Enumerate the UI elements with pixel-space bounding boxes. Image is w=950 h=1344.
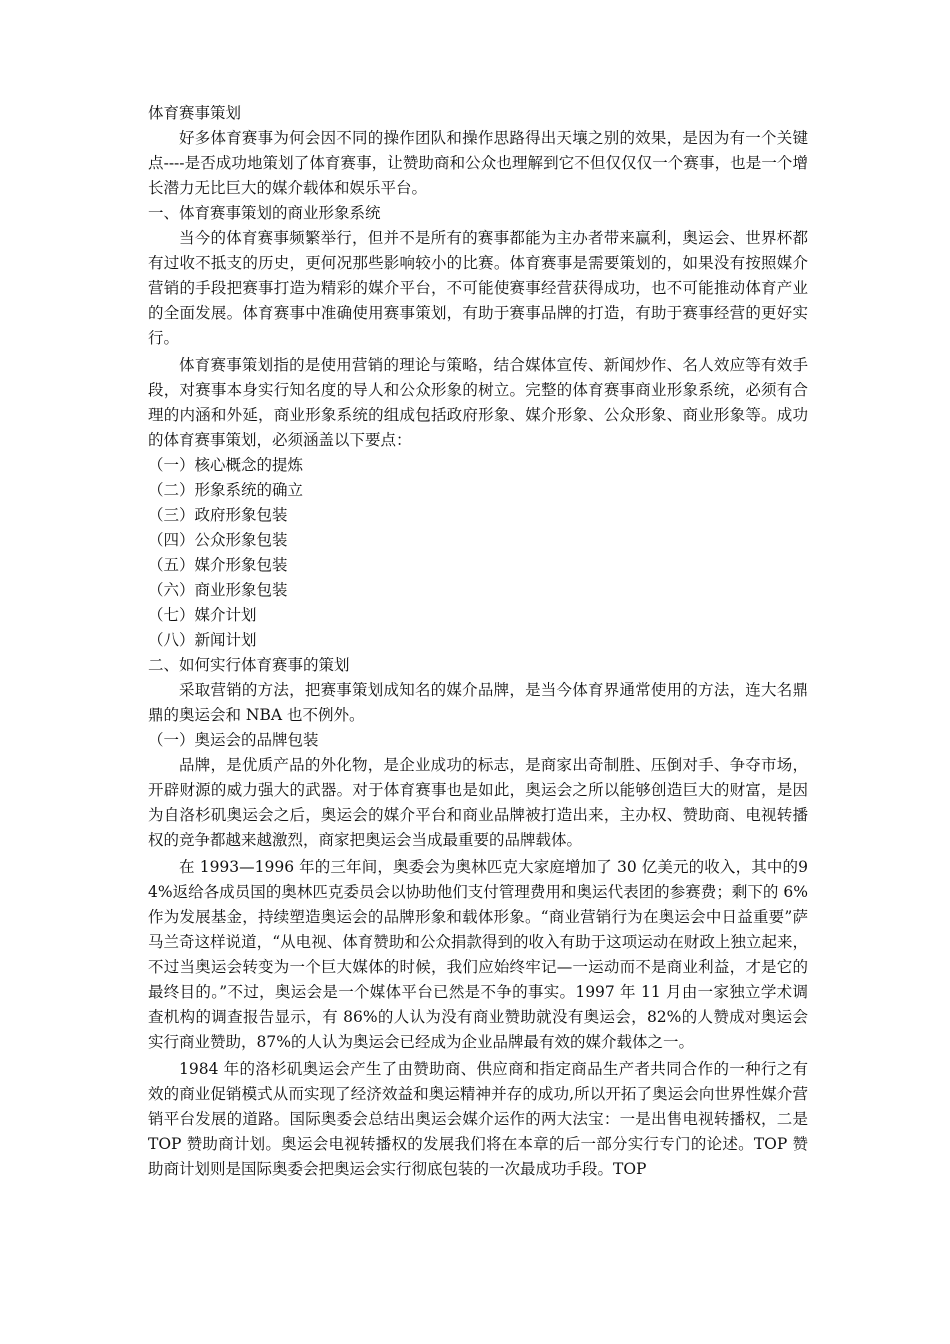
list-item: （五）媒介形象包装 bbox=[148, 556, 288, 574]
list-item: （四）公众形象包装 bbox=[148, 531, 288, 549]
list-item: （六）商业形象包装 bbox=[148, 581, 288, 599]
subsection-1-paragraph-1: 品牌，是优质产品的外化物，是企业成功的标志，是商家出奇制胜、压倒对手、争夺市场，开辟财源的威力强大的武器。对于体育赛事也是如此，奥运会之所以能够创造巨大的财富，是因为自洛杉矶奥运会之后，奥运会的媒介平台和商业品牌被打造出来，主办权、赞助商、电视转播权的竞争都越来越激烈，商家把奥运会当成最重要的品牌载体。 bbox=[148, 756, 808, 849]
section-1-heading: 一、体育赛事策划的商业形象系统 bbox=[148, 204, 381, 222]
subsection-1-paragraph-2: 在 1993—1996 年的三年间，奥委会为奥林匹克大家庭增加了 30 亿美元的收入，其中的94%返给各成员国的奥林匹克委员会以协助他们支付管理费用和奥运代表团的参赛费；剩下的 6%作为发展基金，持续塑造奥运会的品牌形象和载体形象。“商业营销行为在奥运会中日益重要”萨马兰奇这样说道，“从电视、体育赞助和公众捐款得到的收入有助于这项运动在财政上独立起来，不过当奥运会转变为一个巨大媒体的时候，我们应始终牢记—一运动而不是商业利益，才是它的最终目的。”不过，奥运会是一个媒体平台已然是不争的事实。1997 年 11 月由一家独立学术调查机构的调查报告显示，有 86%的人认为没有商业赞助就没有奥运会，82%的人赞成对奥运会实行商业赞助，87%的人认为奥运会已经成为企业品牌最有效的媒介载体之一。 bbox=[148, 858, 808, 1051]
section-1-paragraph-1: 当今的体育赛事频繁举行，但并不是所有的赛事都能为主办者带来赢利，奥运会、世界杯都有过收不抵支的历史，更何况那些影响较小的比赛。体育赛事是需要策划的，如果没有按照媒介营销的手段把赛事打造为精彩的媒介平台，不可能使赛事经营获得成功，也不可能推动体育产业的全面发展。体育赛事中准确使用赛事策划，有助于赛事品牌的打造，有助于赛事经营的更好实行。 bbox=[148, 229, 808, 347]
section-1-paragraph-2: 体育赛事策划指的是使用营销的理论与策略，结合媒体宣传、新闻炒作、名人效应等有效手段，对赛事本身实行知名度的导人和公众形象的树立。完整的体育赛事商业形象系统，必须有合理的内涵和外延，商业形象系统的组成包括政府形象、媒介形象、公众形象、商业形象等。成功的体育赛事策划，必须涵盖以下要点： bbox=[148, 356, 808, 449]
section-2-heading: 二、如何实行体育赛事的策划 bbox=[148, 656, 350, 674]
intro-paragraph: 好多体育赛事为何会因不同的操作团队和操作思路得出天壤之别的效果，是因为有一个关键点----是否成功地策划了体育赛事，让赞助商和公众也理解到它不但仅仅仅一个赛事，也是一个增长潜力无比巨大的媒介载体和娱乐平台。 bbox=[148, 129, 808, 197]
subsection-1-paragraph-3: 1984 年的洛杉矶奥运会产生了由赞助商、供应商和指定商品生产者共同合作的一种行之有效的商业促销模式从而实现了经济效益和奥运精神并存的成功,所以开拓了奥运会向世界性媒介营销平台发展的道路。国际奥委会总结出奥运会媒介运作的两大法宝：一是出售电视转播权，二是 TOP 赞助商计划。奥运会电视转播权的发展我们将在本章的后一部分实行专门的论述。TOP 赞助商计划则是国际奥委会把奥运会实行彻底包装的一次最成功手段。TOP bbox=[148, 1060, 808, 1178]
section-2-paragraph-1: 采取营销的方法，把赛事策划成知名的媒介品牌，是当今体育界通常使用的方法，连大名鼎鼎的奥运会和 NBA 也不例外。 bbox=[148, 681, 808, 724]
list-item: （三）政府形象包装 bbox=[148, 506, 288, 524]
list-item: （七）媒介计划 bbox=[148, 606, 257, 624]
list-item: （二）形象系统的确立 bbox=[148, 481, 304, 499]
key-points-list bbox=[148, 453, 808, 653]
list-item: （一）核心概念的提炼 bbox=[148, 456, 304, 474]
list-item: （八）新闻计划 bbox=[148, 631, 257, 649]
document-title: 体育赛事策划 bbox=[148, 104, 242, 122]
subsection-1-heading: （一）奥运会的品牌包装 bbox=[148, 731, 319, 749]
document-page bbox=[148, 101, 808, 1182]
